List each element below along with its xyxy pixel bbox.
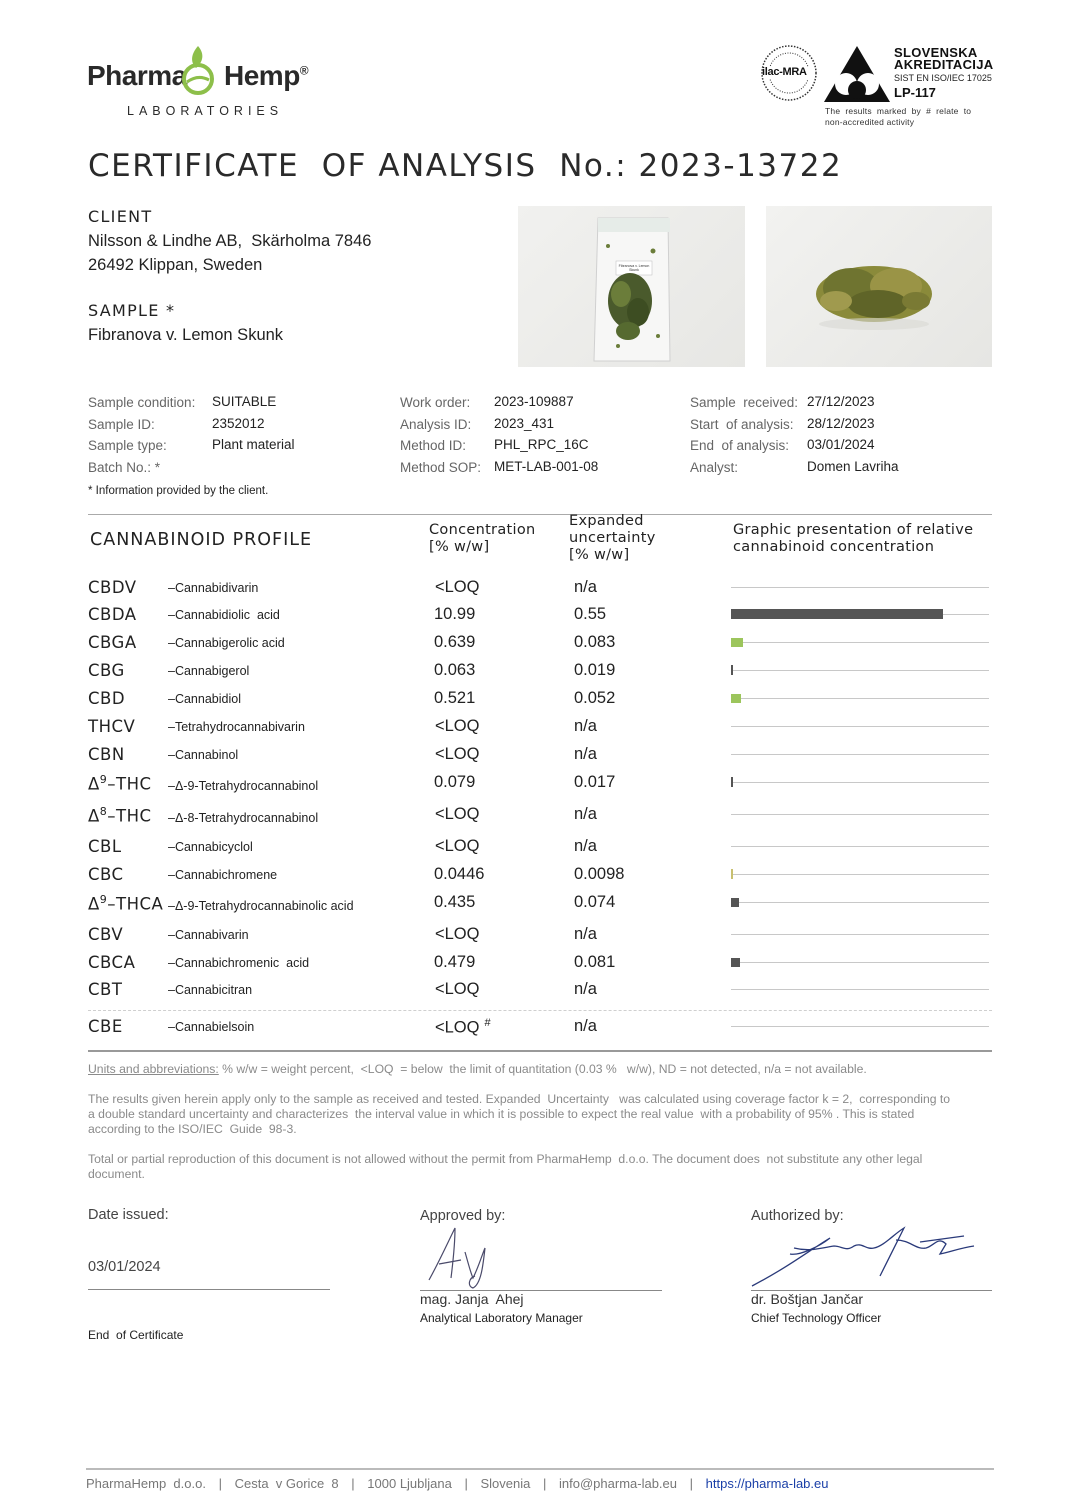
cannabinoid-name: –Tetrahydrocannabivarin [168,720,305,734]
cannabinoid-row [0,837,1080,865]
uncertainty-value: 0.019 [574,661,616,679]
cannabinoid-abbr [88,773,152,794]
col-unc-line2: uncertainty [569,530,656,546]
approved-label: Approved by: [420,1208,506,1224]
acc-note-line2: non-accredited activity [825,117,915,127]
concentration-bar [731,638,743,647]
authorized-signature-icon [750,1226,980,1290]
abbr-tail: –THCA [107,894,164,914]
conc-text: <LOQ [435,745,480,763]
authorized-label: Authorized by: [751,1208,844,1224]
abbr-main: CBN [88,745,125,764]
date-issued-label: Date issued: [88,1207,169,1223]
graph-baseline [731,934,989,935]
uncertainty-value: 0.083 [574,633,616,651]
registered-mark: ® [299,63,309,78]
uncertainty-value: n/a [574,1017,597,1035]
cannabinoid-abbr [88,805,152,826]
results-line1: The results given herein apply only to the sample as received and tested. Expanded Uncertainty was calculated using coverage factor k = 2, corresponding to [88,1092,951,1106]
sample-name: Fibranova v. Lemon Skunk [88,326,284,344]
info-column-1 [88,394,388,481]
footer-rule [86,1468,994,1470]
units-text: % w/w = weight percent, <LOQ = below the limit of quantitation (0.03 % w/w), ND = not detected, n/a = not available. [218,1062,867,1076]
info-value: SUITABLE [212,394,277,409]
abbr-main: CBCA [88,953,136,972]
cannabinoid-row [0,605,1080,633]
concentration-bar [731,869,733,879]
concentration-value [435,805,479,824]
abbr-sup: 9 [99,773,108,786]
cannabinoid-name: –Δ-9-Tetrahydrocannabinol [168,779,319,793]
cannabinoid-name: –Cannabidiol [168,692,241,706]
brand-name-left: Pharma [87,60,187,91]
cannabinoid-row [0,805,1080,833]
conc-text: 0.435 [434,893,476,911]
concentration-bar [731,777,733,787]
abbr-main: CBT [88,980,123,999]
concentration-value [435,837,479,856]
col-unc-line3: [% w/w] [569,547,630,563]
abbr-main: CBC [88,865,124,884]
info-row [400,394,680,416]
abbr-main: CBDV [88,578,137,597]
results-line3: according to the ISO/IEC Guide 98-3. [88,1122,297,1136]
uncertainty-value: 0.0098 [574,865,625,883]
graph-baseline [731,902,989,903]
info-row [88,459,388,481]
info-row [88,437,388,459]
concentration-value [435,578,479,597]
profile-top-rule [88,514,992,515]
concentration-value [435,980,479,999]
date-rule [88,1289,330,1290]
concentration-bar [731,898,739,907]
cannabinoid-row [0,1017,1080,1045]
graph-baseline [731,874,989,875]
abbr-main: CBDA [88,605,137,624]
cannabinoid-row [0,980,1080,1008]
col-conc-line2: [% w/w] [429,539,490,555]
info-label: Sample received: [690,395,799,410]
uncertainty-value: 0.081 [574,953,616,971]
abbr-sup: 8 [99,805,108,818]
units-label: Units and abbreviations: [88,1062,219,1076]
profile-bottom-rule [88,1050,992,1052]
footer-separator: | [689,1476,694,1491]
abbr-tail: –THC [107,806,152,826]
info-value: MET-LAB-001-08 [494,459,599,475]
cannabinoid-abbr [88,717,135,736]
col-header-concentration [429,522,535,556]
conc-text: 0.063 [434,661,476,679]
info-label: Sample condition: [88,395,196,410]
cannabinoid-row [0,893,1080,921]
info-footnote: * Information provided by the client. [88,485,269,497]
cannabinoid-name: –Δ-9-Tetrahydrocannabinolic acid [168,899,354,913]
flower-illustration [766,206,992,367]
conc-text: <LOQ [435,578,480,596]
graph-baseline [731,814,989,815]
cannabinoid-abbr [88,689,125,708]
info-column-3 [690,394,990,481]
conc-text: <LOQ [435,925,480,943]
date-issued-value: 03/01/2024 [88,1259,161,1275]
concentration-value [435,925,479,944]
cannabinoid-abbr [88,925,123,944]
cannabinoid-row [0,661,1080,689]
cannabinoid-abbr [88,745,125,764]
acc-note-line1: The results marked by # relate to [825,106,972,116]
brand-name-hemp: Hemp [224,60,300,91]
conc-text: <LOQ [435,805,480,823]
info-label: Analysis ID: [400,416,472,432]
abbr-main: CBV [88,925,124,944]
concentration-value [434,865,484,884]
cannabinoid-name: –Cannabinol [168,748,239,762]
results-note [88,1092,950,1137]
abbr-main: CBL [88,837,122,856]
cannabinoid-name: –Cannabicyclol [168,840,253,854]
cannabinoid-name: –Δ-8-Tetrahydrocannabinol [168,811,319,825]
uncertainty-value: n/a [574,805,597,823]
info-row [400,416,680,438]
info-row [690,394,990,416]
concentration-value [435,745,479,764]
abbr-main: CBD [88,689,126,708]
uncertainty-value: n/a [574,717,597,735]
concentration-value [435,1017,491,1038]
concentration-value [434,893,475,912]
uncertainty-value: n/a [574,925,597,943]
non-accredited-mark: # [484,1017,491,1029]
cannabinoid-abbr [88,980,122,999]
info-row [400,437,680,459]
cannabinoid-name: –Cannabigerolic acid [168,636,285,650]
concentration-bar [731,609,943,619]
approved-signature-icon [425,1222,505,1290]
acc-title-line1: SLOVENSKA [894,45,978,60]
conc-text: 0.479 [434,953,476,971]
graph-baseline [731,962,989,963]
cannabinoid-row [0,953,1080,981]
footer-separator: | [218,1476,222,1491]
info-row [88,394,388,416]
brand-name-right [224,60,308,92]
graph-baseline [731,726,989,727]
info-row [690,437,990,459]
graph-baseline [731,782,989,783]
client-address-line2: 26492 Klippan, Sweden [88,256,263,274]
profile-heading: CANNABINOID PROFILE [90,530,313,550]
graph-baseline [731,587,989,588]
cannabinoid-abbr [88,633,137,652]
uncertainty-value: n/a [574,837,597,855]
col-header-graph [733,522,973,556]
abbr-main: Δ [88,894,100,914]
reproduction-note [88,1152,922,1182]
cannabinoid-row [0,633,1080,661]
concentration-bar [731,665,733,675]
cannabinoid-abbr [88,1017,123,1036]
col-graph-line1: Graphic presentation of relative [733,522,974,538]
abbr-main: Δ [88,806,100,826]
abbr-sup: 9 [99,893,108,906]
client-heading: CLIENT [88,207,153,226]
footer-separator: | [543,1476,547,1491]
cannabinoid-row [0,773,1080,801]
col-header-uncertainty [569,513,656,564]
footer [86,1476,829,1491]
info-label: Method ID: [400,438,467,454]
conc-text: <LOQ [435,1018,480,1037]
uncertainty-value: 0.55 [574,605,607,623]
cannabinoid-abbr [88,605,137,624]
approved-name: mag. Janja Ahej [420,1291,524,1307]
units-note [88,1062,867,1077]
slovenska-akreditacija-logo-icon [822,44,892,106]
col-graph-line2: cannabinoid concentration [733,539,935,555]
info-label: Start of analysis: [690,416,794,432]
abbr-main: THCV [88,717,136,736]
abbr-main: CBGA [88,633,137,652]
conc-text: 0.079 [434,773,476,791]
info-label: Batch No.: * [88,460,161,476]
cannabinoid-abbr [88,953,135,972]
cannabinoid-name: –Cannabidiolic acid [168,608,280,622]
accreditation-block [758,42,998,132]
uncertainty-value: 0.052 [574,689,616,707]
footer-website-link[interactable]: https://pharma-lab.eu [705,1476,829,1491]
graph-baseline [731,642,989,643]
info-value: 27/12/2023 [807,394,875,409]
sample-bag-photo [518,206,745,367]
concentration-value [434,605,475,624]
concentration-bar [731,694,741,703]
concentration-value [435,717,479,736]
authorized-role: Chief Technology Officer [751,1311,882,1325]
uncertainty-value: n/a [574,578,597,596]
concentration-value [434,661,475,680]
info-value: Domen Lavriha [807,459,899,475]
uncertainty-value: n/a [574,980,597,998]
cannabinoid-abbr [88,661,125,680]
col-unc-line1: Expanded [569,513,644,529]
graph-baseline [731,989,989,990]
info-row [88,416,388,438]
abbr-main: CBG [88,661,125,680]
info-label: Analyst: [690,460,739,476]
info-column-2 [400,394,680,481]
cannabinoid-name: –Cannabichromene [168,868,278,882]
conc-text: 10.99 [434,605,476,623]
client-address-line1: Nilsson & Lindhe AB, Skärholma 7846 [88,232,372,250]
conc-text: <LOQ [435,837,480,855]
graph-baseline [731,1026,989,1027]
brand-subtitle: LABORATORIES [127,104,284,118]
approved-role: Analytical Laboratory Manager [420,1311,583,1325]
cannabinoid-row [0,689,1080,717]
cannabinoid-name: –Cannabicitran [168,983,253,997]
info-value: 2023_431 [494,415,555,431]
cannabinoid-name: –Cannabidivarin [168,581,259,595]
abbr-tail: –THC [107,774,152,794]
cannabinoid-name: –Cannabielsoin [168,1020,255,1034]
cannabinoid-row [0,925,1080,953]
authorized-name: dr. Boštjan Jančar [751,1291,864,1307]
uncertainty-value: 0.074 [574,893,616,911]
info-value: 2352012 [212,415,265,431]
info-label: Sample type: [88,438,167,454]
info-row [400,459,680,481]
graph-baseline [731,698,989,699]
abbr-main: Δ [88,774,100,794]
cannabinoid-row [0,578,1080,606]
uncertainty-value: n/a [574,745,597,763]
cannabinoid-abbr [88,578,137,597]
end-of-certificate: End of Certificate [88,1328,184,1342]
cannabinoid-row [0,745,1080,773]
footer-street: Cesta v Gorice 8 [234,1476,339,1491]
info-value: 2023-109887 [494,394,574,409]
bag-illustration [518,206,745,367]
cannabinoid-row [0,865,1080,893]
bag-label-text: Fibranova v. Lemon Skunk [618,264,650,272]
info-row [690,416,990,438]
info-value: 03/01/2024 [807,437,875,453]
leaf-flask-icon [177,44,219,96]
conc-text: <LOQ [435,717,480,735]
cannabinoid-abbr [88,865,124,884]
conc-text: <LOQ [435,980,480,998]
footer-separator: | [464,1476,468,1491]
acc-standard: SIST EN ISO/IEC 17025 [894,73,992,83]
info-label: Work order: [400,395,471,410]
sample-heading: SAMPLE * [88,301,176,320]
info-row [690,459,990,481]
brand-logo [87,44,327,124]
graph-baseline [731,670,989,671]
concentration-bar [731,958,740,967]
concentration-value [434,953,475,972]
concentration-value [434,633,475,652]
conc-text: 0.639 [434,633,476,651]
footer-separator: | [351,1476,355,1491]
repro-line2: document. [88,1167,145,1181]
acc-title-line2: AKREDITACIJA [894,57,994,72]
footer-city: 1000 Ljubljana [367,1476,452,1491]
graph-baseline [731,846,989,847]
ilac-mra-label: ilac-MRA [762,66,807,78]
sample-flower-photo [766,206,992,367]
col-conc-line1: Concentration [429,522,536,538]
graph-baseline [731,754,989,755]
cannabinoid-name: –Cannabivarin [168,928,249,942]
cannabinoid-name: –Cannabichromenic acid [168,956,310,970]
uncertainty-value: 0.017 [574,773,616,791]
cannabinoid-abbr [88,837,122,856]
info-value: 28/12/2023 [807,415,875,431]
footer-country: Slovenia [480,1476,531,1491]
footer-email[interactable]: info@pharma-lab.eu [559,1476,677,1491]
concentration-value [434,773,475,792]
cbe-separator [88,1010,992,1011]
info-label: Method SOP: [400,460,482,476]
concentration-value [434,689,475,708]
info-value: PHL_RPC_16C [494,437,589,453]
cannabinoid-abbr [88,893,163,914]
footer-company: PharmaHemp d.o.o. [86,1476,206,1491]
info-label: Sample ID: [88,416,155,432]
repro-line1: Total or partial reproduction of this document is not allowed without the permit from PharmaHemp d.o.o. The document does not substitute any other legal [88,1152,923,1166]
results-line2: a double standard uncertainty and characterizes the interval value in which it is possible to expect the real value with a probability of 95% . This is stated [88,1107,915,1121]
certificate-title: CERTIFICATE OF ANALYSIS No.: 2023-13722 [88,148,843,184]
cannabinoid-row [0,717,1080,745]
acc-code: LP-117 [894,85,936,100]
cannabinoid-name: –Cannabigerol [168,664,250,678]
abbr-main: CBE [88,1017,123,1036]
info-value: Plant material [212,437,295,453]
info-label: End of analysis: [690,438,790,454]
conc-text: 0.0446 [434,865,485,883]
conc-text: 0.521 [434,689,476,707]
